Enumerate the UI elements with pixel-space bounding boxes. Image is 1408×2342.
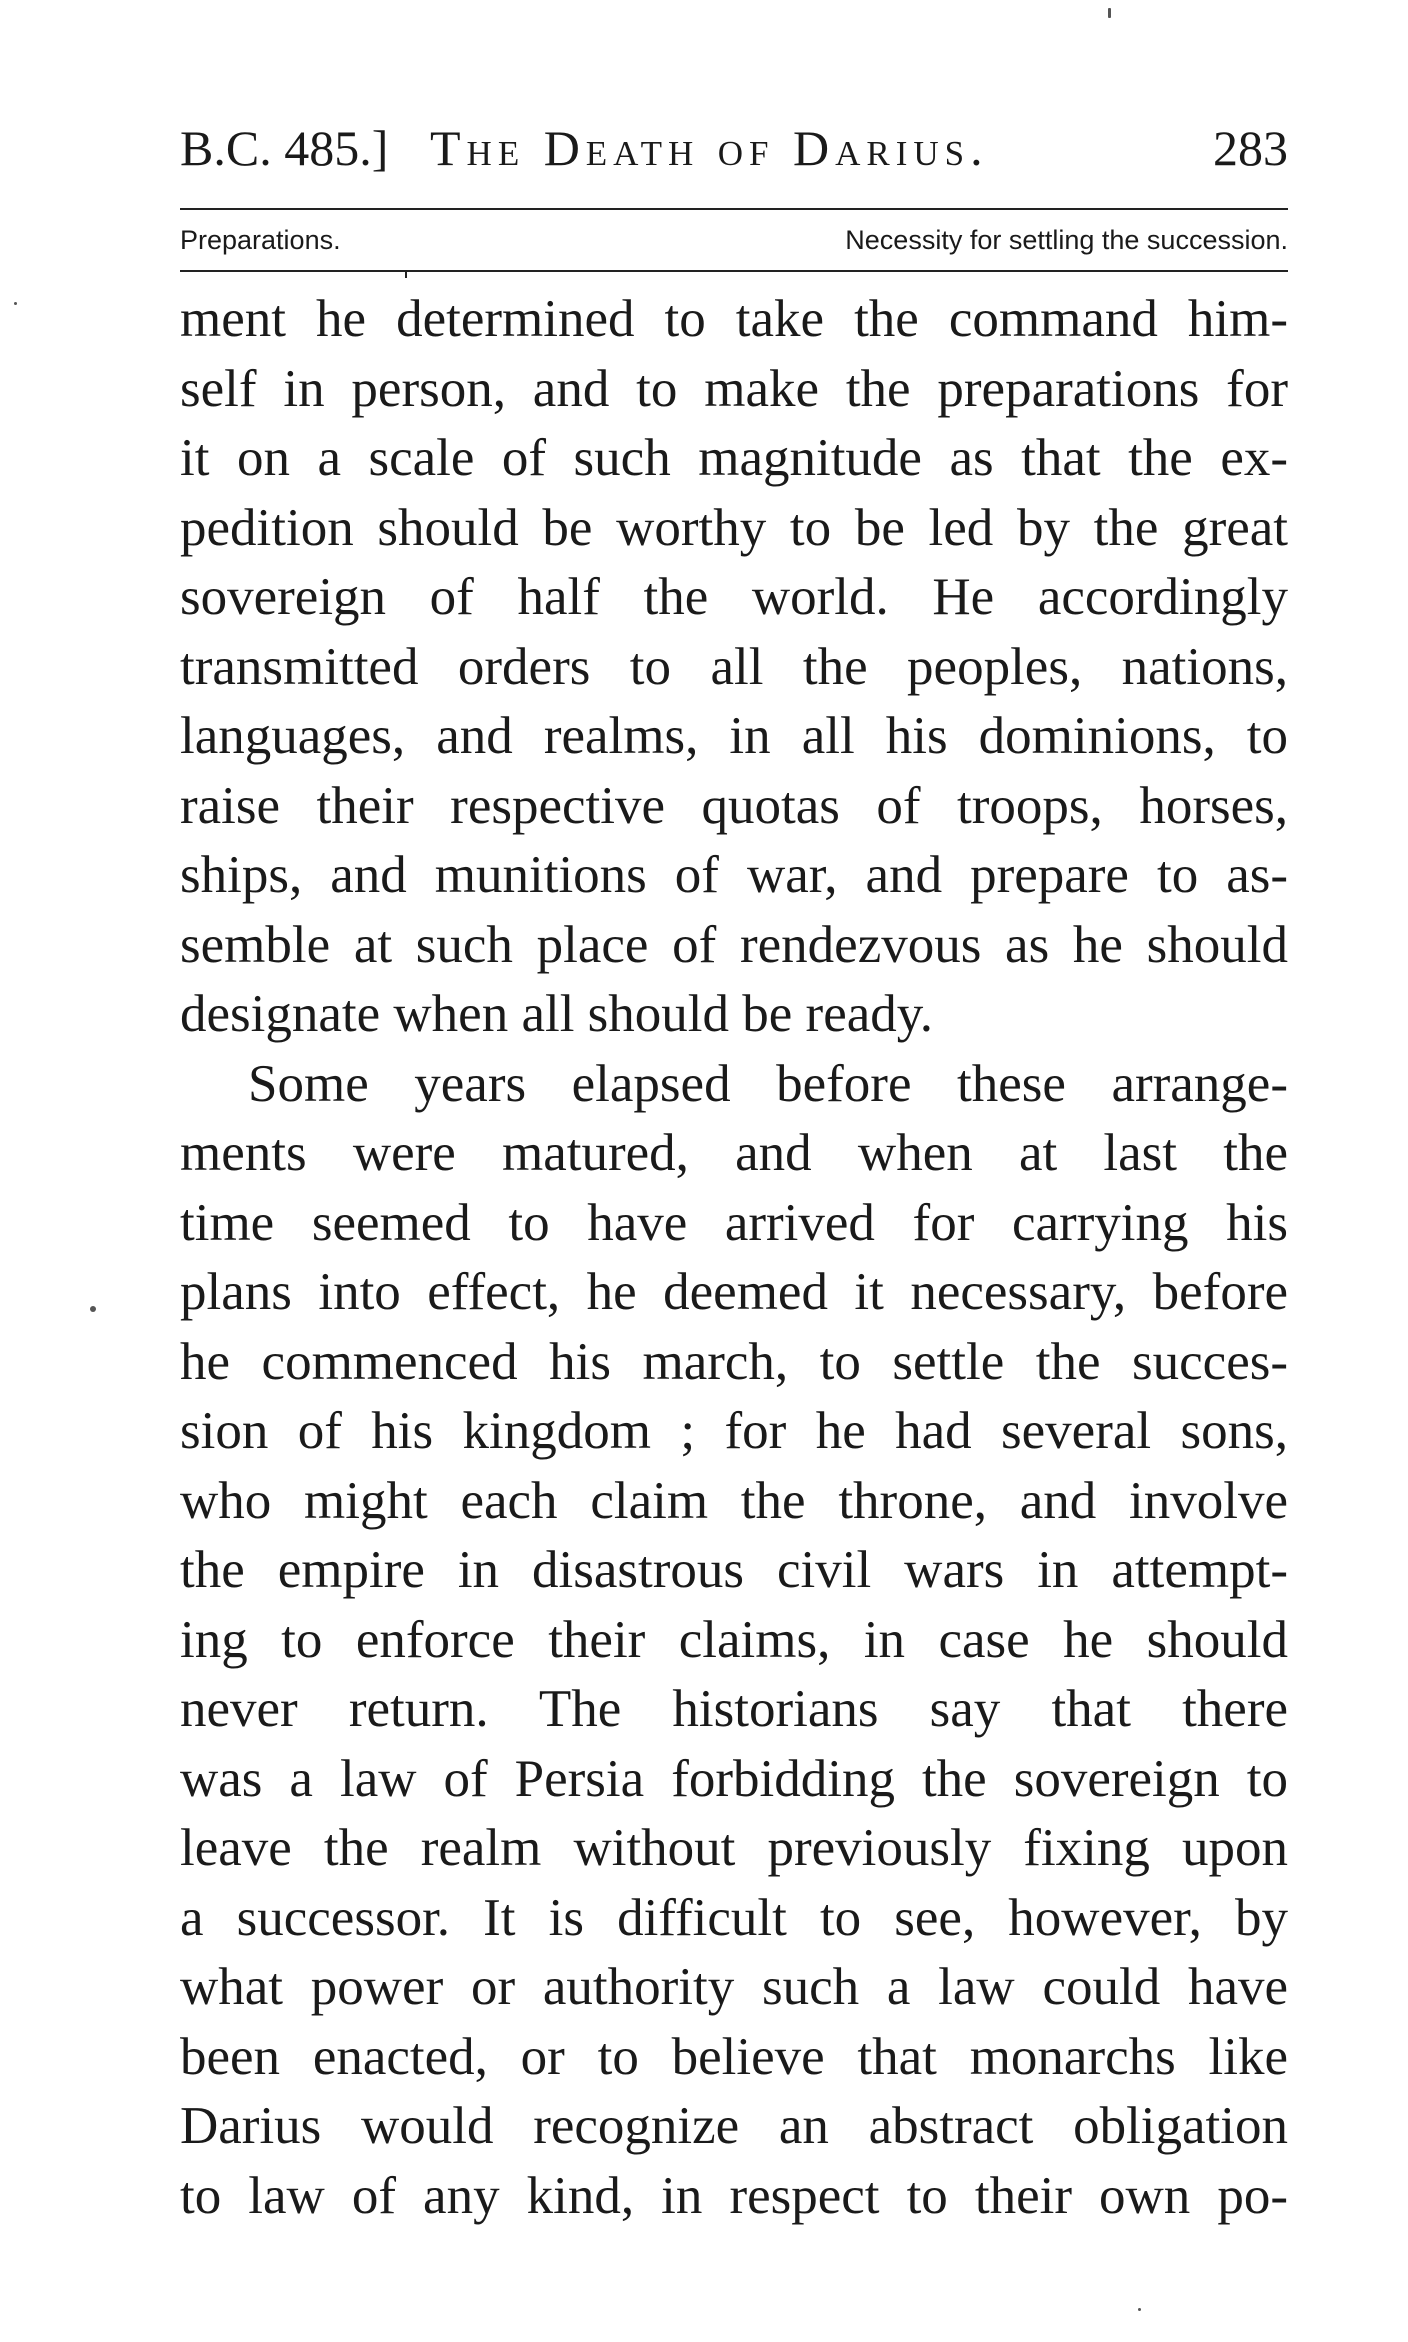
text-line: he commenced his march, to settle the succes-: [180, 1332, 1288, 1391]
text-line: Darius would recognize an abstract obligation: [180, 2097, 1288, 2155]
scan-speck: [14, 302, 17, 305]
body-text: [180, 285, 1288, 2231]
scan-speck: [1138, 2308, 1141, 2311]
text-line: sovereign of half the world. He accordingly: [180, 568, 1288, 626]
marginal-headings: [180, 214, 1288, 266]
text-line: semble at such place of rendezvous as he should: [180, 915, 1288, 974]
text-line: it on a scale of such magnitude as that the ex-: [180, 429, 1288, 487]
text-line: self in person, and to make the preparations for: [180, 359, 1288, 418]
text-line: designate when all should be ready.: [180, 985, 934, 1043]
text-line: pedition should be worthy to be led by the great: [180, 498, 1288, 557]
page-number: 283: [1213, 120, 1288, 176]
text-line: ships, and munitions of war, and prepare to as-: [180, 846, 1288, 904]
text-line: who might each claim the throne, and involve: [180, 1471, 1288, 1530]
paragraph-1: [180, 285, 1288, 1050]
text-line: was a law of Persia forbidding the sovereign to: [180, 1749, 1288, 1808]
text-line: Some years elapsed before these arrange-: [248, 1054, 1288, 1113]
text-line: languages, and realms, in all his dominions, to: [180, 707, 1288, 765]
text-line: the empire in disastrous civil wars in attempt-: [180, 1541, 1288, 1599]
text-line: ments were matured, and when at last the: [180, 1124, 1288, 1182]
text-line: sion of his kingdom ; for he had several sons,: [180, 1402, 1288, 1460]
paragraph-2: [180, 1050, 1288, 2232]
text-line: leave the realm without previously fixing upon: [180, 1819, 1288, 1877]
text-line: ment he determined to take the command him-: [180, 290, 1288, 348]
text-line: ing to enforce their claims, in case he should: [180, 1610, 1288, 1669]
text-line: raise their respective quotas of troops, horses,: [180, 776, 1288, 835]
text-line: been enacted, or to believe that monarchs like: [180, 2027, 1288, 2086]
header-rule-top: [180, 208, 1288, 210]
text-line: what power or authority such a law could have: [180, 1958, 1288, 2016]
scan-speck: [1108, 8, 1111, 18]
text-line: plans into effect, he deemed it necessary, before: [180, 1263, 1288, 1321]
text-line: time seemed to have arrived for carrying his: [180, 1193, 1288, 1252]
text-line: to law of any kind, in respect to their own po-: [180, 2166, 1288, 2225]
chapter-title: The Death of Darius.: [430, 120, 989, 176]
text-line: a successor. It is difficult to see, however, by: [180, 1888, 1288, 1947]
scan-speck: [90, 1306, 96, 1312]
date-range: B.C. 485.]: [180, 120, 389, 176]
subheading-left: Preparations.: [180, 225, 341, 255]
rule-tick-mark: [405, 270, 407, 278]
text-line: transmitted orders to all the peoples, nations,: [180, 637, 1288, 696]
running-head: [180, 108, 1288, 188]
text-line: never return. The historians say that there: [180, 1680, 1288, 1738]
header-rule-bottom: [180, 270, 1288, 272]
subheading-right: Necessity for settling the succession.: [845, 225, 1288, 255]
